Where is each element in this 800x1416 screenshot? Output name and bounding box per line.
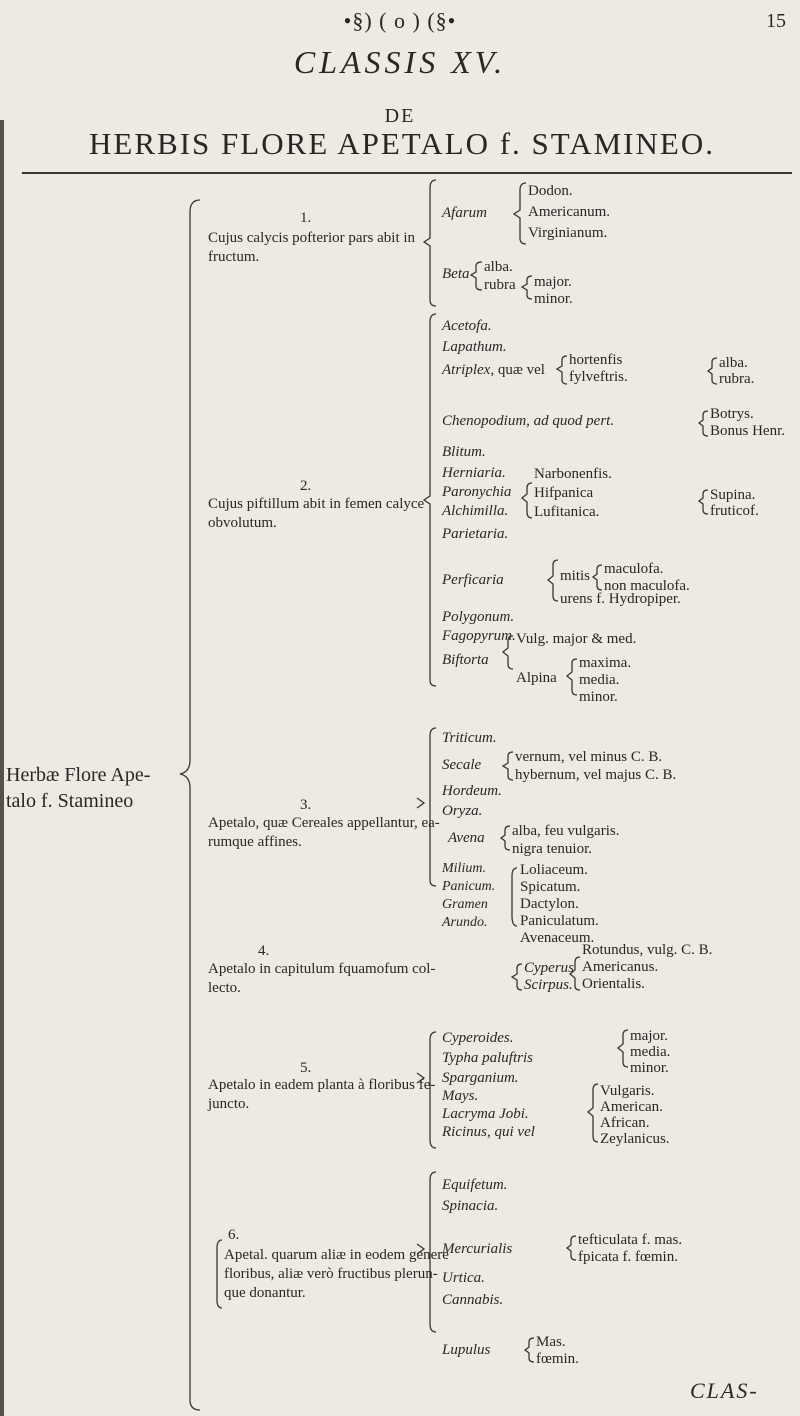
secale-label: Secale [442, 757, 482, 773]
panicum-brace [512, 868, 517, 926]
urens-label: urens f. Hydropiper. [560, 591, 681, 607]
header-ornament: •§) ( o ) (§• [343, 8, 457, 33]
grass-genera: Milium. Panicum. Gramen Arundo. [442, 861, 496, 930]
lupulus-label: Lupulus [442, 1342, 491, 1358]
supina-brace [699, 490, 708, 514]
polygonum-label: Polygonum. [442, 609, 515, 625]
root-label: Herbæ Flore Ape- talo f. Stamineo [6, 764, 151, 812]
atriplex-kind-brace [557, 356, 567, 384]
herniaria-brace [522, 483, 532, 518]
mitis-label: mitis [560, 568, 591, 584]
chenopodium-items: Botrys. Bonus Henr. [710, 406, 785, 439]
habit-list: Supina. fruticof. [710, 487, 759, 519]
cyperus-scirpus: Cyperus Scirpus. [524, 960, 574, 993]
typha-items: major. media. minor. [630, 1028, 671, 1076]
classis-heading: CLASSIS XV. [293, 44, 507, 80]
root-brace [180, 200, 200, 1410]
alpina-label: Alpina [516, 670, 557, 686]
secale-brace [503, 752, 513, 780]
perficaria-brace [548, 560, 558, 601]
parietaria-label: Parietaria. [442, 526, 509, 542]
sec3-pointer [417, 798, 424, 808]
ricinus-brace [588, 1084, 598, 1142]
section-5-desc: Apetalo in eadem planta à floribus fe- juncto. [208, 1077, 436, 1112]
section-1-number: 1. [300, 210, 312, 226]
paronychia-label: Paronychia [442, 484, 512, 500]
sec4-brace [512, 964, 522, 990]
cannabis-label: Cannabis. [442, 1292, 504, 1308]
beta-colors: alba. rubra [484, 259, 516, 293]
lupulus-items: Mas. fœmin. [536, 1334, 579, 1367]
atriplex-line: Atriplex, quæ vel [442, 362, 545, 378]
atriplex-colors: alba. rubra. [719, 355, 755, 387]
hordeum-label: Hordeum. [442, 783, 502, 799]
biftorta-label: Biftorta [442, 652, 489, 668]
alchimilla-label: Alchimilla. [442, 503, 509, 519]
cyperus-items: Rotundus, vulg. C. B. Americanus. Orientalis. [582, 942, 713, 992]
section-3-desc: Apetalo, quæ Cereales appellantur, ea- rumque affines. [208, 815, 440, 850]
sec2-brace [424, 314, 436, 686]
perficaria-label: Perficaria [442, 572, 504, 588]
triticum-label: Triticum. [442, 730, 497, 746]
typha-brace [618, 1030, 628, 1067]
section-4-desc: Apetalo in capitulum fquamofum col- lecto. [208, 961, 436, 996]
equifetum-label: Equifetum. [442, 1177, 508, 1193]
mercurialis-label: Mercurialis [442, 1241, 513, 1257]
mitis-items: maculofa. non maculofa. [604, 561, 690, 594]
lacryma-label: Lacryma Jobi. [442, 1106, 529, 1122]
section-2-number: 2. [300, 478, 312, 494]
sec3-brace [430, 728, 436, 886]
section-3-number: 3. [300, 797, 312, 813]
acetofa-label: Acetofa. [442, 318, 492, 334]
section-5-number: 5. [300, 1060, 312, 1076]
atriplex-color-brace [708, 358, 717, 384]
biftorta-vulg: Vulg. major & med. [516, 631, 637, 647]
secale-items: vernum, vel minus C. B. hybernum, vel majus C. B. [515, 749, 677, 783]
mitis-brace [593, 565, 602, 590]
afarum-brace [514, 183, 526, 244]
section-6-number: 6. [228, 1227, 240, 1243]
avena-items: alba, feu vulgaris. nigra tenuior. [512, 823, 620, 857]
chenopodium-brace [699, 411, 708, 436]
mercurialis-brace [567, 1236, 576, 1260]
mercurialis-items: tefticulata f. mas. fpicata f. fœmin. [578, 1232, 683, 1265]
lapathum-label: Lapathum. [442, 339, 507, 355]
ricinus-items: Vulgaris. American. African. Zeylanicus. [600, 1083, 670, 1147]
beta-color-brace [471, 262, 482, 290]
beta-size-brace [522, 276, 532, 299]
cyperoides-label: Cyperoides. [442, 1030, 514, 1046]
spinacia-label: Spinacia. [442, 1198, 499, 1214]
sec6-left-brace [217, 1240, 222, 1308]
typha-label: Typha paluftris [442, 1050, 533, 1066]
alpina-brace [567, 659, 577, 695]
mays-label: Mays. [442, 1088, 479, 1104]
alpina-items: maxima. media. minor. [579, 655, 632, 705]
oryza-label: Oryza. [442, 803, 483, 819]
origins-list: Narbonenfis. Hifpanica Lufitanica. [534, 466, 612, 520]
section-4-number: 4. [258, 943, 270, 959]
lupulus-brace [525, 1338, 534, 1362]
ricinus-label: Ricinus, qui vel [442, 1124, 535, 1140]
blitum-label: Blitum. [442, 444, 486, 460]
herniaria-label: Herniaria. [442, 465, 506, 481]
urtica-label: Urtica. [442, 1270, 485, 1286]
de-heading: DE [384, 105, 416, 127]
chenopodium-line: Chenopodium, ad quod pert. [442, 413, 615, 429]
catchword: CLAS- [690, 1378, 759, 1403]
section-1-desc: Cujus calycis pofterior pars abit in fructum. [208, 230, 416, 265]
section-6-desc: Apetal. quarum aliæ in eodem genere floribus, aliæ verò fructibus plerun- que donantur. [224, 1247, 449, 1301]
avena-label: Avena [448, 830, 485, 846]
avena-brace [501, 826, 510, 850]
page-number: 15 [766, 10, 786, 32]
atriplex-kinds: hortenfis fylveftris. [569, 352, 628, 385]
afarum-items: Dodon. Americanum. Virginianum. [528, 183, 611, 241]
page-title: HERBIS FLORE APETALO f. STAMINEO. [89, 126, 715, 161]
sec1-brace [424, 180, 436, 306]
beta-sizes: major. minor. [534, 274, 573, 307]
beta-label: Beta [442, 266, 470, 282]
sparganium-label: Sparganium. [442, 1070, 519, 1086]
grass-types: Loliaceum. Spicatum. Dactylon. Paniculatum. Avenaceum. [520, 862, 599, 946]
section-2-desc: Cujus piftillum abit in femen calyce obvolutum. [208, 496, 425, 531]
afarum-label: Afarum [442, 205, 487, 221]
fagopyrum-label: Fagopyrum. [442, 628, 516, 644]
